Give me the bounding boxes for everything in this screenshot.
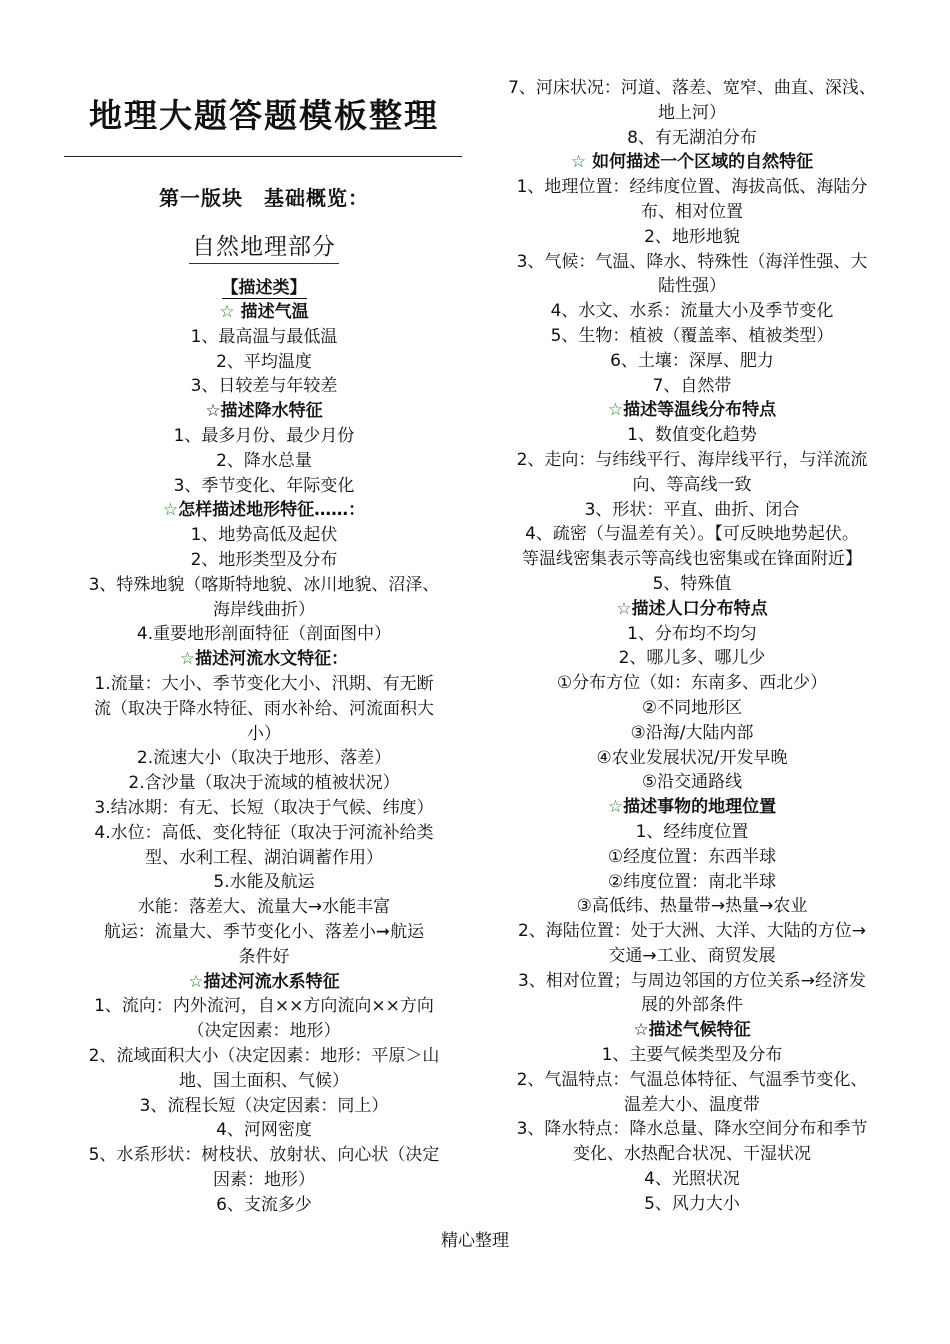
heading-temperature-text: 描述气温 [240, 302, 309, 322]
list-item: 1.流量：大小、季节变化大小、汛期、有无断 [94, 673, 434, 694]
list-item: 4.重要地形剖面特征（剖面图中） [136, 624, 392, 645]
list-item: 2、气温特点：气温总体特征、气温季节变化、 [516, 1069, 868, 1090]
list-item: 因素：地形） [213, 1169, 315, 1190]
list-item: 1、分布均不均匀 [627, 623, 757, 644]
list-item: 5.水能及航运 [213, 872, 315, 893]
list-item: 2、降水总量 [216, 450, 312, 471]
heading-river-system [64, 970, 464, 995]
list-item: 2.流速大小（取决于地形、落差） [136, 748, 392, 769]
list-item: 交通→工业、商贸发展 [608, 945, 776, 966]
list-item: 2.含沙量（取决于流域的植被状况） [128, 773, 400, 794]
heading-population [486, 597, 898, 622]
list-item: （决定因素：地形） [187, 1021, 341, 1042]
category-label: 【描述类】 [221, 278, 307, 298]
list-item: 等温线密集表示等高线也密集或在锋面附近】 [522, 549, 862, 570]
heading-region [486, 150, 898, 175]
list-item: 4、河网密度 [216, 1120, 312, 1141]
list-item: 2、海陆位置：处于大洲、大洋、大陆的方位→ [517, 921, 867, 942]
list-item: 1、最多月份、最少月份 [173, 425, 355, 446]
list-item: 4、水文、水系：流量大小及季节变化 [550, 301, 834, 322]
list-item: 1、最高温与最低温 [190, 326, 338, 347]
star-icon: ☆ [219, 302, 235, 322]
list-item: ①经度位置：东西半球 [607, 846, 777, 867]
list-item: 5、生物：植被（覆盖率、植被类型） [550, 325, 834, 346]
list-item: 3、相对位置；与周边邻国的方位关系→经济发 [517, 970, 867, 991]
list-item: 3、形状：平直、曲折、闭合 [584, 499, 800, 520]
list-item: 2、地形地貌 [644, 226, 740, 247]
list-item: 向、等高线一致 [632, 474, 752, 495]
list-item: ②纬度位置：南北半球 [607, 871, 777, 892]
part-title: 自然地理部分 [189, 231, 339, 264]
list-item: 5、风力大小 [644, 1193, 740, 1214]
list-item: 1、流向：内外流河，自××方向流向××方向 [94, 996, 434, 1017]
heading-location [486, 795, 898, 820]
list-item: 8、有无湖泊分布 [627, 127, 757, 148]
list-item: 流（取决于降水特征、雨水补给、河流面积大 [94, 698, 434, 719]
list-river-system [64, 994, 464, 1217]
title-divider [64, 156, 462, 157]
list-item: 5、水系形状：树枝状、放射状、向心状（决定 [88, 1145, 440, 1166]
list-item: 1、数值变化趋势 [627, 425, 757, 446]
list-hydrology [64, 672, 464, 970]
list-precipitation [64, 424, 464, 498]
right-column [486, 76, 898, 1217]
star-icon: ☆ [607, 400, 624, 421]
list-isotherm [486, 423, 898, 597]
list-item: 4、疏密（与温差有关）。【可反映地势起伏。 [525, 524, 859, 545]
list-item: 航运：流量大、季节变化小、落差小➞航运 [103, 921, 425, 942]
star-icon: ☆ [570, 152, 587, 173]
list-item: 1、地势高低及起伏 [190, 525, 338, 546]
list-item: 1、主要气候类型及分布 [601, 1045, 783, 1066]
list-river-continued [486, 76, 898, 150]
heading-terrain-text: 怎样描述地形特征……： [178, 500, 366, 521]
heading-terrain [64, 498, 464, 523]
list-item: ③高低纬、热量带→热量→农业 [576, 896, 808, 917]
list-item: 水能：落差大、流量大→水能丰富 [137, 897, 391, 918]
list-item: 4、光照状况 [644, 1169, 740, 1190]
list-item: 地、国土面积、气候） [179, 1070, 349, 1091]
heading-precipitation: ☆描述降水特征 [205, 401, 323, 422]
list-item: 2、平均温度 [216, 351, 312, 372]
heading-isotherm [486, 398, 898, 423]
list-item: 型、水利工程、湖泊调蓄作用） [145, 847, 383, 868]
list-item: 3.结冰期：有无、长短（取决于气候、纬度） [94, 797, 434, 818]
list-item: 2、流域面积大小（决定因素：地形：平原＞山 [88, 1045, 440, 1066]
star-icon: ☆ [616, 598, 632, 619]
heading-temperature [64, 300, 464, 325]
list-item: 布、相对位置 [641, 201, 743, 222]
star-icon: ☆ [162, 500, 179, 521]
list-temperature [64, 325, 464, 399]
heading-population-text: 描述人口分布特点 [631, 598, 768, 619]
list-item: ④农业发展状况/开发早晚 [596, 747, 788, 768]
list-climate [486, 1043, 898, 1217]
page-footer: 精心整理 [441, 1231, 509, 1251]
list-item: 5、特殊值 [652, 573, 732, 594]
heading-location-text: 描述事物的地理位置 [623, 797, 777, 818]
list-item: 2、地形类型及分布 [190, 549, 338, 570]
list-item: 7、自然带 [652, 375, 732, 396]
list-item: 7、河床状况：河道、落差、宽窄、曲直、深浅、 [508, 78, 876, 98]
list-item: ⑤沿交通路线 [641, 772, 743, 793]
star-icon: ☆ [607, 797, 624, 818]
list-item: 陆性强） [658, 276, 726, 297]
list-item: 地上河） [658, 102, 726, 123]
section-title: 第一版块 基础概览： [159, 186, 369, 210]
list-item: 6、支流多少 [216, 1194, 312, 1215]
heading-hydrology [64, 647, 464, 672]
list-item: ②不同地形区 [641, 697, 743, 718]
heading-hydrology-text: 描述河流水文特征： [195, 649, 349, 670]
list-item: 3、季节变化、年际变化 [173, 475, 355, 496]
page-title: 地理大题答题模板整理 [89, 96, 439, 135]
list-item: 海岸线曲折） [213, 599, 315, 620]
list-item: 温差大小、温度带 [624, 1094, 760, 1115]
heading-climate: ☆描述气候特征 [633, 1020, 751, 1041]
list-item: 展的外部条件 [641, 995, 743, 1016]
list-item: 2、哪儿多、哪儿少 [618, 648, 766, 669]
heading-region-text: 如何描述一个区域的自然特征 [592, 152, 814, 173]
list-item: 6、土壤：深厚、肥力 [610, 350, 774, 371]
list-item: 3、气候：气温、降水、特殊性（海洋性强、大 [516, 251, 868, 272]
list-location [486, 820, 898, 1018]
list-item: 4.水位：高低、变化特征（取决于河流补给类 [94, 822, 434, 843]
star-icon: ☆ [179, 649, 196, 670]
list-item: 3、日较差与年较差 [190, 376, 338, 397]
list-item: ③沿海/大陆内部 [630, 722, 754, 743]
list-item: 3、特殊地貌（喀斯特地貌、冰川地貌、沼泽、 [88, 574, 440, 595]
list-item: 3、降水特点：降水总量、降水空间分布和季节 [516, 1119, 868, 1140]
list-item: 1、地理位置：经纬度位置、海拔高低、海陆分 [516, 177, 868, 198]
list-item: 变化、水热配合状况、干湿状况 [573, 1144, 811, 1165]
list-terrain [64, 523, 464, 647]
list-region [486, 175, 898, 398]
list-item: 小） [247, 723, 281, 744]
list-item: 1、经纬度位置 [635, 821, 749, 842]
list-population [486, 622, 898, 796]
list-item: 3、流程长短（决定因素：同上） [139, 1095, 389, 1116]
category-title [64, 276, 464, 300]
list-item: 2、走向：与纬线平行、海岸线平行，与洋流流 [516, 449, 868, 470]
left-column [64, 80, 464, 1217]
list-item: 条件好 [238, 946, 290, 967]
heading-isotherm-text: 描述等温线分布特点 [623, 400, 777, 421]
star-icon: ☆ [188, 971, 204, 992]
list-item: ①分布方位（如：东南多、西北少） [556, 673, 828, 694]
heading-river-system-text: 描述河流水系特征 [203, 971, 340, 992]
